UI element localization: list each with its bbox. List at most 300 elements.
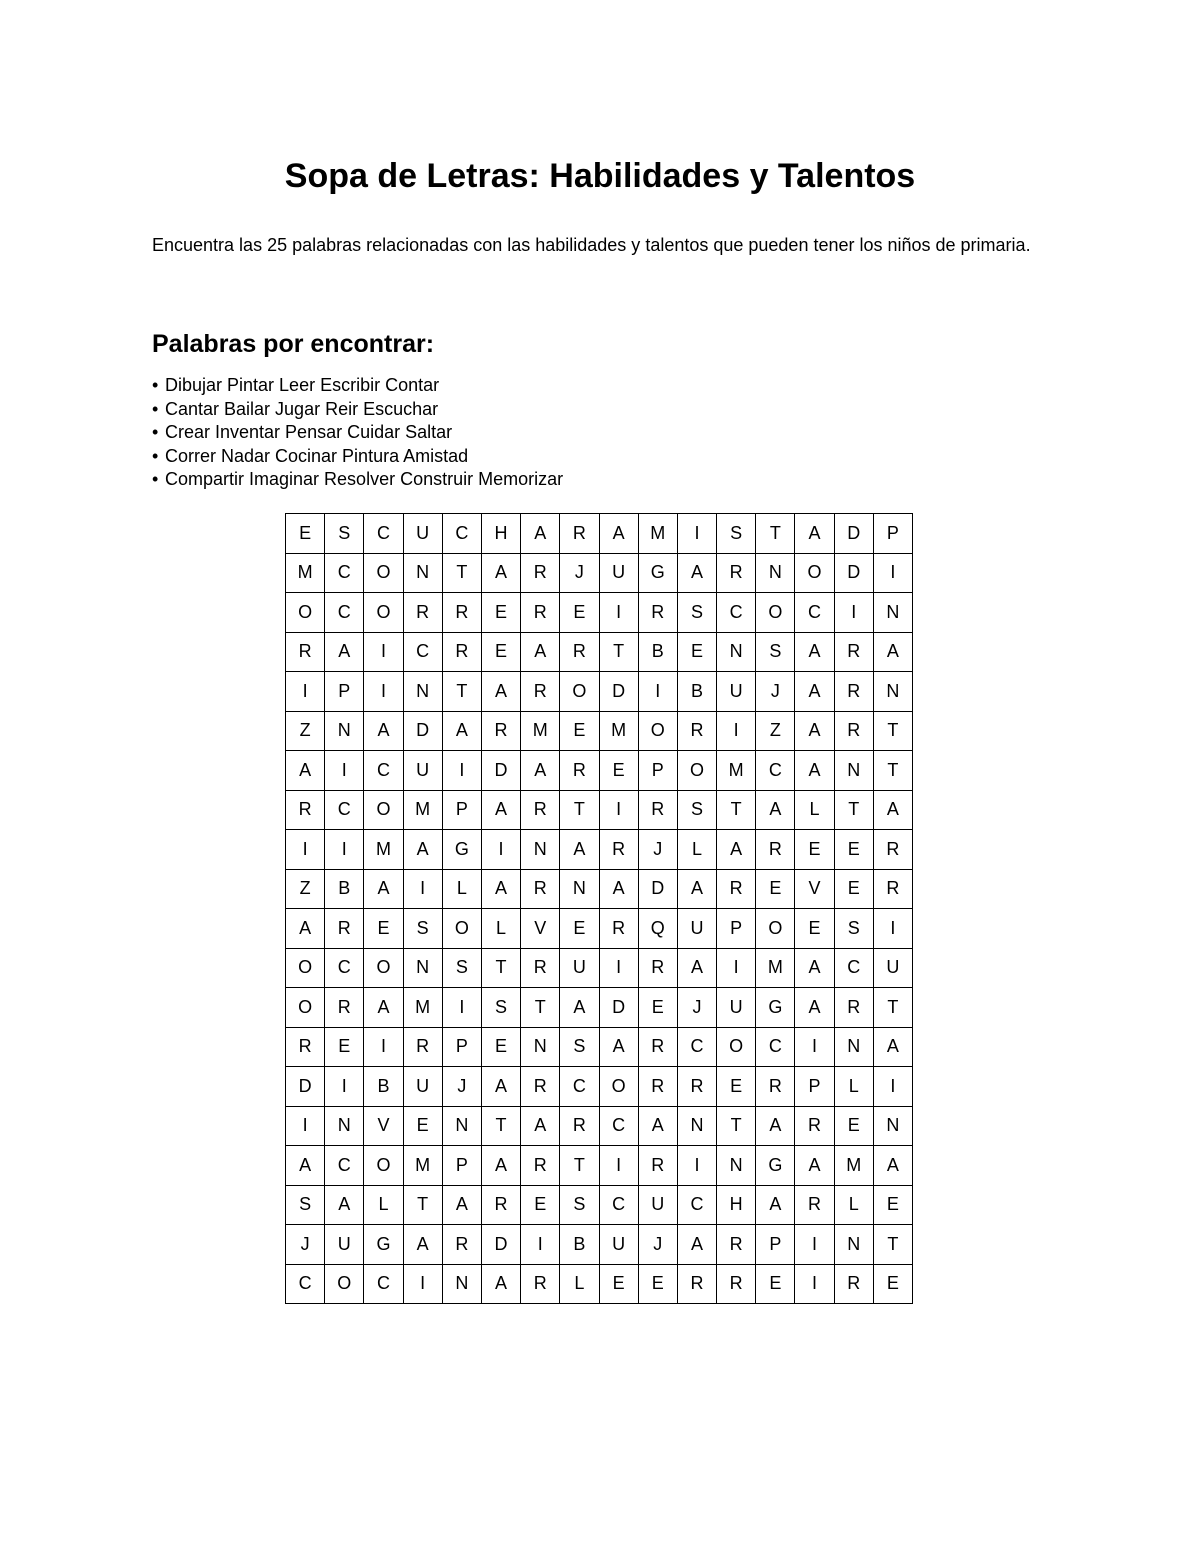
- grid-cell[interactable]: D: [638, 869, 677, 909]
- grid-cell[interactable]: N: [756, 553, 795, 593]
- grid-cell[interactable]: A: [403, 830, 442, 870]
- grid-cell[interactable]: I: [403, 1264, 442, 1304]
- grid-cell[interactable]: L: [560, 1264, 599, 1304]
- grid-cell[interactable]: N: [560, 869, 599, 909]
- grid-cell[interactable]: A: [599, 869, 638, 909]
- grid-cell[interactable]: A: [599, 514, 638, 554]
- grid-cell[interactable]: T: [403, 1185, 442, 1225]
- grid-cell[interactable]: S: [560, 1185, 599, 1225]
- grid-cell[interactable]: A: [756, 1106, 795, 1146]
- grid-cell[interactable]: E: [521, 1185, 560, 1225]
- grid-cell[interactable]: L: [442, 869, 481, 909]
- grid-cell[interactable]: A: [795, 514, 834, 554]
- grid-cell[interactable]: I: [717, 948, 756, 988]
- grid-cell[interactable]: N: [834, 1027, 873, 1067]
- grid-cell[interactable]: U: [560, 948, 599, 988]
- grid-cell[interactable]: A: [442, 1185, 481, 1225]
- grid-cell[interactable]: M: [403, 1146, 442, 1186]
- grid-cell[interactable]: R: [481, 711, 520, 751]
- grid-cell[interactable]: A: [521, 632, 560, 672]
- grid-cell[interactable]: U: [403, 514, 442, 554]
- grid-cell[interactable]: A: [677, 553, 716, 593]
- grid-cell[interactable]: E: [795, 830, 834, 870]
- grid-cell[interactable]: R: [521, 672, 560, 712]
- grid-cell[interactable]: S: [325, 514, 364, 554]
- grid-cell[interactable]: A: [795, 632, 834, 672]
- grid-cell[interactable]: I: [599, 1146, 638, 1186]
- grid-cell[interactable]: S: [756, 632, 795, 672]
- grid-cell[interactable]: R: [638, 1027, 677, 1067]
- grid-cell[interactable]: C: [756, 751, 795, 791]
- grid-cell[interactable]: O: [756, 593, 795, 633]
- grid-cell[interactable]: R: [560, 751, 599, 791]
- grid-cell[interactable]: A: [795, 988, 834, 1028]
- grid-cell[interactable]: M: [286, 553, 325, 593]
- grid-cell[interactable]: O: [677, 751, 716, 791]
- grid-cell[interactable]: N: [834, 751, 873, 791]
- grid-cell[interactable]: C: [795, 593, 834, 633]
- grid-cell[interactable]: U: [677, 909, 716, 949]
- grid-cell[interactable]: D: [599, 672, 638, 712]
- grid-cell[interactable]: S: [677, 593, 716, 633]
- grid-cell[interactable]: E: [677, 632, 716, 672]
- grid-cell[interactable]: I: [795, 1027, 834, 1067]
- grid-cell[interactable]: R: [638, 790, 677, 830]
- grid-cell[interactable]: R: [325, 909, 364, 949]
- grid-cell[interactable]: A: [717, 830, 756, 870]
- grid-cell[interactable]: N: [834, 1225, 873, 1265]
- grid-cell[interactable]: I: [325, 751, 364, 791]
- grid-cell[interactable]: C: [325, 948, 364, 988]
- grid-cell[interactable]: R: [521, 553, 560, 593]
- grid-cell[interactable]: E: [599, 751, 638, 791]
- grid-cell[interactable]: E: [560, 711, 599, 751]
- grid-cell[interactable]: R: [717, 553, 756, 593]
- grid-cell[interactable]: D: [403, 711, 442, 751]
- grid-cell[interactable]: D: [599, 988, 638, 1028]
- grid-cell[interactable]: T: [599, 632, 638, 672]
- grid-cell[interactable]: T: [481, 948, 520, 988]
- grid-cell[interactable]: N: [677, 1106, 716, 1146]
- grid-cell[interactable]: O: [286, 593, 325, 633]
- grid-cell[interactable]: I: [286, 672, 325, 712]
- grid-cell[interactable]: M: [638, 514, 677, 554]
- grid-cell[interactable]: A: [677, 948, 716, 988]
- grid-cell[interactable]: A: [795, 948, 834, 988]
- grid-cell[interactable]: T: [717, 1106, 756, 1146]
- grid-cell[interactable]: R: [873, 869, 912, 909]
- grid-cell[interactable]: R: [834, 711, 873, 751]
- grid-cell[interactable]: R: [717, 1264, 756, 1304]
- grid-cell[interactable]: C: [677, 1185, 716, 1225]
- grid-cell[interactable]: A: [364, 869, 403, 909]
- grid-cell[interactable]: A: [873, 1027, 912, 1067]
- grid-cell[interactable]: E: [481, 1027, 520, 1067]
- grid-cell[interactable]: R: [638, 593, 677, 633]
- grid-cell[interactable]: V: [364, 1106, 403, 1146]
- grid-cell[interactable]: A: [325, 1185, 364, 1225]
- grid-cell[interactable]: L: [364, 1185, 403, 1225]
- grid-cell[interactable]: R: [717, 1225, 756, 1265]
- grid-cell[interactable]: V: [795, 869, 834, 909]
- grid-cell[interactable]: P: [638, 751, 677, 791]
- grid-cell[interactable]: H: [717, 1185, 756, 1225]
- grid-cell[interactable]: R: [442, 593, 481, 633]
- grid-cell[interactable]: B: [560, 1225, 599, 1265]
- grid-cell[interactable]: R: [325, 988, 364, 1028]
- grid-cell[interactable]: R: [521, 790, 560, 830]
- grid-cell[interactable]: R: [560, 514, 599, 554]
- grid-cell[interactable]: P: [756, 1225, 795, 1265]
- grid-cell[interactable]: U: [403, 751, 442, 791]
- grid-cell[interactable]: C: [599, 1185, 638, 1225]
- grid-cell[interactable]: O: [364, 948, 403, 988]
- grid-cell[interactable]: R: [286, 1027, 325, 1067]
- grid-cell[interactable]: I: [286, 830, 325, 870]
- grid-cell[interactable]: L: [677, 830, 716, 870]
- grid-cell[interactable]: E: [756, 869, 795, 909]
- grid-cell[interactable]: O: [560, 672, 599, 712]
- grid-cell[interactable]: T: [834, 790, 873, 830]
- grid-cell[interactable]: U: [873, 948, 912, 988]
- grid-cell[interactable]: H: [481, 514, 520, 554]
- grid-cell[interactable]: P: [442, 790, 481, 830]
- grid-cell[interactable]: Z: [286, 869, 325, 909]
- grid-cell[interactable]: C: [834, 948, 873, 988]
- grid-cell[interactable]: C: [364, 514, 403, 554]
- grid-cell[interactable]: A: [481, 553, 520, 593]
- grid-cell[interactable]: I: [795, 1264, 834, 1304]
- grid-cell[interactable]: M: [403, 988, 442, 1028]
- grid-cell[interactable]: M: [364, 830, 403, 870]
- grid-cell[interactable]: N: [873, 672, 912, 712]
- grid-cell[interactable]: R: [873, 830, 912, 870]
- grid-cell[interactable]: O: [364, 1146, 403, 1186]
- grid-cell[interactable]: R: [442, 1225, 481, 1265]
- grid-cell[interactable]: I: [638, 672, 677, 712]
- grid-cell[interactable]: R: [403, 593, 442, 633]
- grid-cell[interactable]: J: [560, 553, 599, 593]
- grid-cell[interactable]: I: [599, 948, 638, 988]
- grid-cell[interactable]: M: [756, 948, 795, 988]
- grid-cell[interactable]: R: [521, 1146, 560, 1186]
- grid-cell[interactable]: E: [560, 593, 599, 633]
- grid-cell[interactable]: O: [795, 553, 834, 593]
- grid-cell[interactable]: N: [521, 1027, 560, 1067]
- grid-cell[interactable]: R: [795, 1106, 834, 1146]
- grid-cell[interactable]: A: [481, 790, 520, 830]
- grid-cell[interactable]: T: [442, 553, 481, 593]
- grid-cell[interactable]: G: [442, 830, 481, 870]
- grid-cell[interactable]: C: [325, 553, 364, 593]
- grid-cell[interactable]: U: [403, 1067, 442, 1107]
- grid-cell[interactable]: A: [286, 751, 325, 791]
- grid-cell[interactable]: T: [873, 988, 912, 1028]
- grid-cell[interactable]: E: [599, 1264, 638, 1304]
- grid-cell[interactable]: J: [638, 830, 677, 870]
- grid-cell[interactable]: S: [442, 948, 481, 988]
- grid-cell[interactable]: E: [364, 909, 403, 949]
- grid-cell[interactable]: A: [677, 869, 716, 909]
- grid-cell[interactable]: B: [364, 1067, 403, 1107]
- grid-cell[interactable]: M: [521, 711, 560, 751]
- grid-cell[interactable]: E: [834, 1106, 873, 1146]
- grid-cell[interactable]: R: [834, 632, 873, 672]
- grid-cell[interactable]: O: [364, 593, 403, 633]
- grid-cell[interactable]: U: [599, 1225, 638, 1265]
- grid-cell[interactable]: R: [834, 1264, 873, 1304]
- grid-cell[interactable]: E: [795, 909, 834, 949]
- grid-cell[interactable]: R: [677, 1264, 716, 1304]
- grid-cell[interactable]: J: [756, 672, 795, 712]
- grid-cell[interactable]: S: [481, 988, 520, 1028]
- grid-cell[interactable]: N: [403, 948, 442, 988]
- grid-cell[interactable]: E: [481, 593, 520, 633]
- grid-cell[interactable]: R: [677, 1067, 716, 1107]
- grid-cell[interactable]: T: [560, 1146, 599, 1186]
- grid-cell[interactable]: C: [364, 751, 403, 791]
- grid-cell[interactable]: N: [442, 1106, 481, 1146]
- grid-cell[interactable]: E: [873, 1264, 912, 1304]
- grid-cell[interactable]: R: [442, 632, 481, 672]
- grid-cell[interactable]: A: [795, 751, 834, 791]
- grid-cell[interactable]: O: [599, 1067, 638, 1107]
- grid-cell[interactable]: D: [834, 514, 873, 554]
- grid-cell[interactable]: L: [834, 1185, 873, 1225]
- grid-cell[interactable]: E: [717, 1067, 756, 1107]
- grid-cell[interactable]: R: [560, 632, 599, 672]
- grid-cell[interactable]: O: [364, 790, 403, 830]
- grid-cell[interactable]: T: [873, 711, 912, 751]
- grid-cell[interactable]: R: [756, 1067, 795, 1107]
- grid-cell[interactable]: I: [442, 988, 481, 1028]
- grid-cell[interactable]: N: [873, 593, 912, 633]
- grid-cell[interactable]: R: [286, 632, 325, 672]
- grid-cell[interactable]: M: [599, 711, 638, 751]
- grid-cell[interactable]: N: [325, 711, 364, 751]
- grid-cell[interactable]: I: [325, 1067, 364, 1107]
- grid-cell[interactable]: E: [403, 1106, 442, 1146]
- grid-cell[interactable]: O: [286, 948, 325, 988]
- grid-cell[interactable]: R: [521, 1067, 560, 1107]
- grid-cell[interactable]: O: [286, 988, 325, 1028]
- grid-cell[interactable]: O: [717, 1027, 756, 1067]
- grid-cell[interactable]: P: [873, 514, 912, 554]
- grid-cell[interactable]: E: [560, 909, 599, 949]
- grid-cell[interactable]: A: [560, 830, 599, 870]
- grid-cell[interactable]: R: [834, 672, 873, 712]
- grid-cell[interactable]: I: [873, 909, 912, 949]
- grid-cell[interactable]: A: [756, 790, 795, 830]
- grid-cell[interactable]: J: [677, 988, 716, 1028]
- grid-cell[interactable]: O: [364, 553, 403, 593]
- grid-cell[interactable]: G: [364, 1225, 403, 1265]
- grid-cell[interactable]: D: [286, 1067, 325, 1107]
- grid-cell[interactable]: M: [834, 1146, 873, 1186]
- grid-cell[interactable]: A: [442, 711, 481, 751]
- grid-cell[interactable]: R: [677, 711, 716, 751]
- grid-cell[interactable]: U: [325, 1225, 364, 1265]
- grid-cell[interactable]: N: [442, 1264, 481, 1304]
- grid-cell[interactable]: A: [481, 869, 520, 909]
- grid-cell[interactable]: I: [286, 1106, 325, 1146]
- grid-cell[interactable]: A: [599, 1027, 638, 1067]
- grid-cell[interactable]: A: [677, 1225, 716, 1265]
- grid-cell[interactable]: S: [560, 1027, 599, 1067]
- grid-cell[interactable]: C: [599, 1106, 638, 1146]
- grid-cell[interactable]: E: [325, 1027, 364, 1067]
- grid-cell[interactable]: E: [756, 1264, 795, 1304]
- grid-cell[interactable]: I: [599, 593, 638, 633]
- grid-cell[interactable]: A: [286, 909, 325, 949]
- grid-cell[interactable]: T: [717, 790, 756, 830]
- grid-cell[interactable]: L: [834, 1067, 873, 1107]
- grid-cell[interactable]: P: [442, 1027, 481, 1067]
- grid-cell[interactable]: R: [521, 948, 560, 988]
- grid-cell[interactable]: T: [756, 514, 795, 554]
- grid-cell[interactable]: C: [717, 593, 756, 633]
- grid-cell[interactable]: T: [442, 672, 481, 712]
- grid-cell[interactable]: A: [560, 988, 599, 1028]
- grid-cell[interactable]: U: [638, 1185, 677, 1225]
- grid-cell[interactable]: N: [873, 1106, 912, 1146]
- grid-cell[interactable]: A: [364, 988, 403, 1028]
- grid-cell[interactable]: M: [403, 790, 442, 830]
- grid-cell[interactable]: D: [481, 751, 520, 791]
- grid-cell[interactable]: I: [442, 751, 481, 791]
- grid-cell[interactable]: R: [521, 869, 560, 909]
- grid-cell[interactable]: A: [481, 1067, 520, 1107]
- grid-cell[interactable]: P: [717, 909, 756, 949]
- grid-cell[interactable]: D: [834, 553, 873, 593]
- grid-cell[interactable]: C: [442, 514, 481, 554]
- grid-cell[interactable]: C: [286, 1264, 325, 1304]
- grid-cell[interactable]: E: [481, 632, 520, 672]
- grid-cell[interactable]: A: [403, 1225, 442, 1265]
- grid-cell[interactable]: Z: [286, 711, 325, 751]
- grid-cell[interactable]: G: [756, 1146, 795, 1186]
- grid-cell[interactable]: A: [873, 632, 912, 672]
- grid-cell[interactable]: S: [717, 514, 756, 554]
- grid-cell[interactable]: R: [560, 1106, 599, 1146]
- grid-cell[interactable]: Q: [638, 909, 677, 949]
- grid-cell[interactable]: I: [403, 869, 442, 909]
- grid-cell[interactable]: A: [481, 672, 520, 712]
- grid-cell[interactable]: U: [717, 988, 756, 1028]
- grid-cell[interactable]: U: [717, 672, 756, 712]
- grid-cell[interactable]: R: [403, 1027, 442, 1067]
- grid-cell[interactable]: T: [873, 751, 912, 791]
- grid-cell[interactable]: S: [286, 1185, 325, 1225]
- grid-cell[interactable]: N: [325, 1106, 364, 1146]
- grid-cell[interactable]: R: [638, 1146, 677, 1186]
- grid-cell[interactable]: J: [638, 1225, 677, 1265]
- grid-cell[interactable]: G: [638, 553, 677, 593]
- grid-cell[interactable]: J: [286, 1225, 325, 1265]
- grid-cell[interactable]: E: [834, 830, 873, 870]
- grid-cell[interactable]: A: [481, 1264, 520, 1304]
- grid-cell[interactable]: R: [286, 790, 325, 830]
- grid-cell[interactable]: O: [756, 909, 795, 949]
- grid-cell[interactable]: L: [795, 790, 834, 830]
- grid-cell[interactable]: A: [795, 711, 834, 751]
- grid-cell[interactable]: O: [442, 909, 481, 949]
- grid-cell[interactable]: V: [521, 909, 560, 949]
- grid-cell[interactable]: R: [638, 1067, 677, 1107]
- grid-cell[interactable]: R: [795, 1185, 834, 1225]
- grid-cell[interactable]: E: [834, 869, 873, 909]
- grid-cell[interactable]: A: [873, 1146, 912, 1186]
- grid-cell[interactable]: B: [677, 672, 716, 712]
- grid-cell[interactable]: A: [521, 514, 560, 554]
- grid-cell[interactable]: B: [325, 869, 364, 909]
- grid-cell[interactable]: C: [677, 1027, 716, 1067]
- grid-cell[interactable]: R: [638, 948, 677, 988]
- grid-cell[interactable]: G: [756, 988, 795, 1028]
- grid-cell[interactable]: T: [521, 988, 560, 1028]
- grid-cell[interactable]: S: [834, 909, 873, 949]
- grid-cell[interactable]: A: [521, 1106, 560, 1146]
- grid-cell[interactable]: O: [638, 711, 677, 751]
- grid-cell[interactable]: R: [521, 593, 560, 633]
- grid-cell[interactable]: A: [638, 1106, 677, 1146]
- grid-cell[interactable]: U: [599, 553, 638, 593]
- grid-cell[interactable]: I: [364, 632, 403, 672]
- grid-cell[interactable]: C: [364, 1264, 403, 1304]
- grid-cell[interactable]: I: [364, 672, 403, 712]
- grid-cell[interactable]: C: [325, 593, 364, 633]
- grid-cell[interactable]: I: [521, 1225, 560, 1265]
- grid-cell[interactable]: R: [717, 869, 756, 909]
- grid-cell[interactable]: I: [834, 593, 873, 633]
- grid-cell[interactable]: T: [560, 790, 599, 830]
- grid-cell[interactable]: A: [795, 672, 834, 712]
- grid-cell[interactable]: P: [795, 1067, 834, 1107]
- grid-cell[interactable]: S: [677, 790, 716, 830]
- grid-cell[interactable]: T: [873, 1225, 912, 1265]
- grid-cell[interactable]: R: [599, 909, 638, 949]
- grid-cell[interactable]: A: [873, 790, 912, 830]
- grid-cell[interactable]: A: [286, 1146, 325, 1186]
- grid-cell[interactable]: I: [873, 1067, 912, 1107]
- grid-cell[interactable]: N: [521, 830, 560, 870]
- grid-cell[interactable]: L: [481, 909, 520, 949]
- grid-cell[interactable]: I: [795, 1225, 834, 1265]
- grid-cell[interactable]: E: [873, 1185, 912, 1225]
- grid-cell[interactable]: D: [481, 1225, 520, 1265]
- grid-cell[interactable]: N: [717, 632, 756, 672]
- grid-cell[interactable]: R: [599, 830, 638, 870]
- grid-cell[interactable]: P: [442, 1146, 481, 1186]
- grid-cell[interactable]: N: [403, 672, 442, 712]
- grid-cell[interactable]: E: [286, 514, 325, 554]
- grid-cell[interactable]: B: [638, 632, 677, 672]
- grid-cell[interactable]: A: [521, 751, 560, 791]
- grid-cell[interactable]: P: [325, 672, 364, 712]
- grid-cell[interactable]: E: [638, 1264, 677, 1304]
- grid-cell[interactable]: E: [638, 988, 677, 1028]
- grid-cell[interactable]: N: [717, 1146, 756, 1186]
- grid-cell[interactable]: I: [599, 790, 638, 830]
- grid-cell[interactable]: M: [717, 751, 756, 791]
- grid-cell[interactable]: I: [325, 830, 364, 870]
- grid-cell[interactable]: R: [834, 988, 873, 1028]
- grid-cell[interactable]: A: [756, 1185, 795, 1225]
- grid-cell[interactable]: C: [325, 790, 364, 830]
- grid-cell[interactable]: C: [403, 632, 442, 672]
- grid-cell[interactable]: I: [717, 711, 756, 751]
- grid-cell[interactable]: Z: [756, 711, 795, 751]
